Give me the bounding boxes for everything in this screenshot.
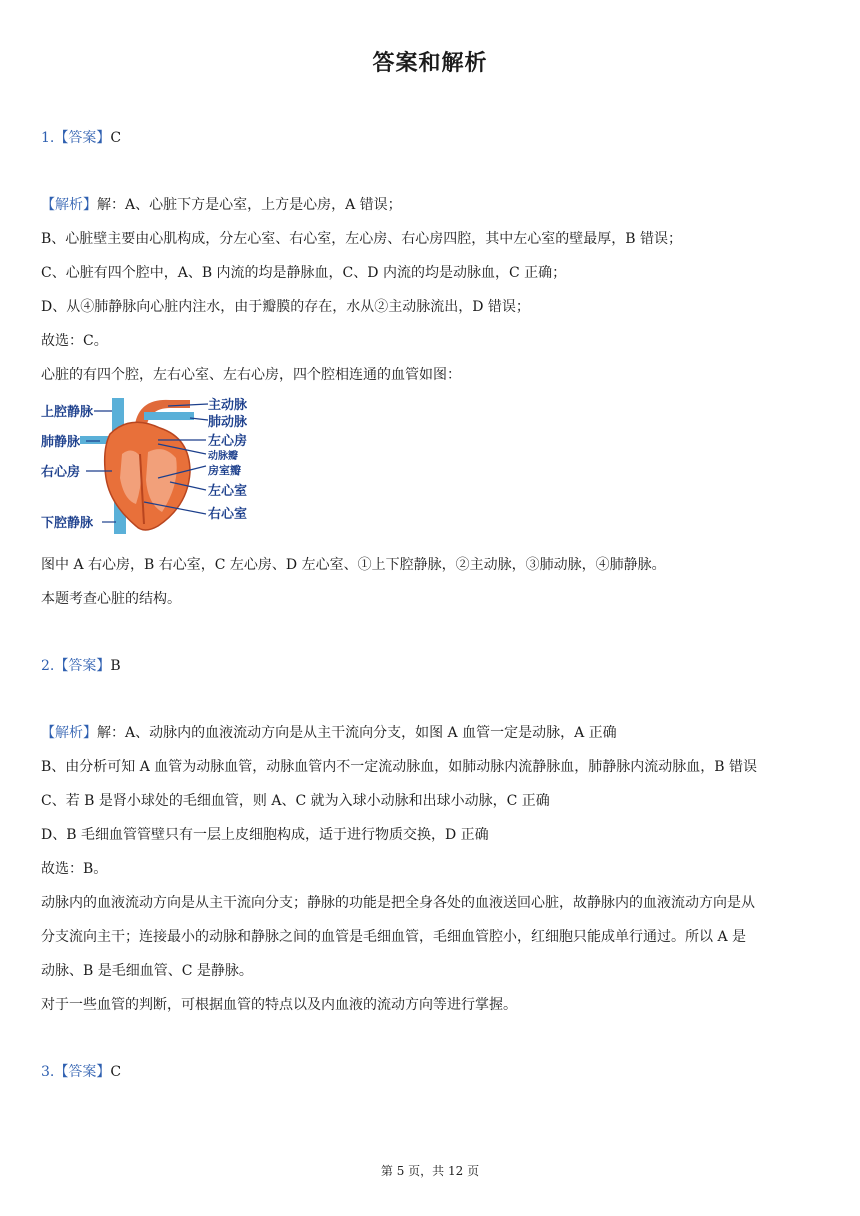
q1-explanation-line-2: B、心脏壁主要由心肌构成，分左心室、右心室，左心房、右心房四腔，其中左心室的壁最厚，B 错误； [41,231,683,247]
q2-answer-tag: 【答案】 [54,658,111,674]
q1-summary: 本题考查心脏的结构。 [41,591,181,607]
q2-explanation-line-1 [41,723,820,743]
q2-analysis-line-1: 动脉内的血液流动方向是从主干流向分支；静脉的功能是把全身各处的血液送回心脏，故静脉内的血液流动方向是从 [41,895,755,911]
q3-answer-line [41,1062,820,1082]
q2-explanation-line-3: C、若 B 是肾小球处的毛细血管，则 A、C 就为入球小动脉和出球小动脉，C 正确 [41,793,550,809]
q1-figure-caption: 图中 A 右心房，B 右心室，C 左心房、D 左心室、①上下腔静脉，②主动脉，③肺动脉，④肺静脉。 [41,557,666,573]
q2-analysis-line-2: 分支流向主干；连接最小的动脉和静脉之间的血管是毛细血管，毛细血管腔小，红细胞只能成单行通过。所以 A 是 [41,929,747,945]
q2-explanation-tag: 【解析】 [41,725,97,741]
q2-answer-line [41,656,820,676]
q2-explanation-line-4: D、B 毛细血管管壁只有一层上皮细胞构成，适于进行物质交换，D 正确 [41,827,489,843]
q2-number: 2. [41,658,55,674]
label-left-atrium: 左心房 [208,434,248,449]
q1-answer-value: C [110,130,122,146]
q2-analysis-line-3: 动脉、B 是毛细血管、C 是静脉。 [41,963,253,979]
q2-choice-line: 故选：B。 [41,861,108,877]
q1-figure-intro: 心脏的有四个腔，左右心室、左右心房，四个腔相连通的血管如图： [41,367,461,383]
q1-explanation-tag: 【解析】 [41,197,97,213]
q1-explanation-line-4: D、从④肺静脉向心脏内注水，由于瓣膜的存在，水从②主动脉流出，D 错误； [41,299,530,315]
label-left-ventricle: 左心室 [208,484,248,499]
label-aorta: 主动脉 [208,398,248,413]
q1-answer-line [41,128,820,148]
label-right-ventricle: 右心室 [208,507,248,522]
label-pulm-artery: 肺动脉 [208,415,248,430]
heart-diagram [40,394,270,538]
q2-explanation-line-2: B、由分析可知 A 血管为动脉血管，动脉血管内不一定流动脉血，如肺动脉内流静脉血，肺静脉内流动脉血，B 错误 [41,759,758,775]
q2-explanation-text: 解：A、动脉内的血液流动方向是从主干流向分支，如图 A 血管一定是动脉，A 正确 [97,725,617,741]
q1-choice-line: 故选：C。 [41,333,108,349]
label-pulm-vein: 肺静脉 [41,435,81,450]
page-footer: 第 5 页，共 12 页 [380,1164,480,1178]
q1-number: 1. [41,130,55,146]
q2-answer-value: B [110,658,121,674]
q2-summary: 对于一些血管的判断，可根据血管的特点以及内血液的流动方向等进行掌握。 [41,997,517,1013]
q1-explanation-line-1 [41,195,820,215]
label-arterial-valve: 动脉瓣 [208,451,238,462]
q1-answer-tag: 【答案】 [54,130,111,146]
q1-explanation-text: 解：A、心脏下方是心室，上方是心房，A 错误； [97,197,402,213]
page-title: 答案和解析 [372,51,488,76]
q3-number: 3. [41,1064,55,1080]
label-lower-vena: 下腔静脉 [41,516,94,531]
pulmonary-artery-vessel [144,412,194,420]
label-upper-vena: 上腔静脉 [41,405,94,420]
label-av-valve: 房室瓣 [208,464,241,477]
q3-answer-tag: 【答案】 [54,1064,111,1080]
label-right-atrium: 右心房 [41,465,81,480]
q1-explanation-line-3: C、心脏有四个腔中，A、B 内流的均是静脉血，C、D 内流的均是动脉血，C 正确； [41,265,567,281]
q3-answer-value: C [110,1064,122,1080]
